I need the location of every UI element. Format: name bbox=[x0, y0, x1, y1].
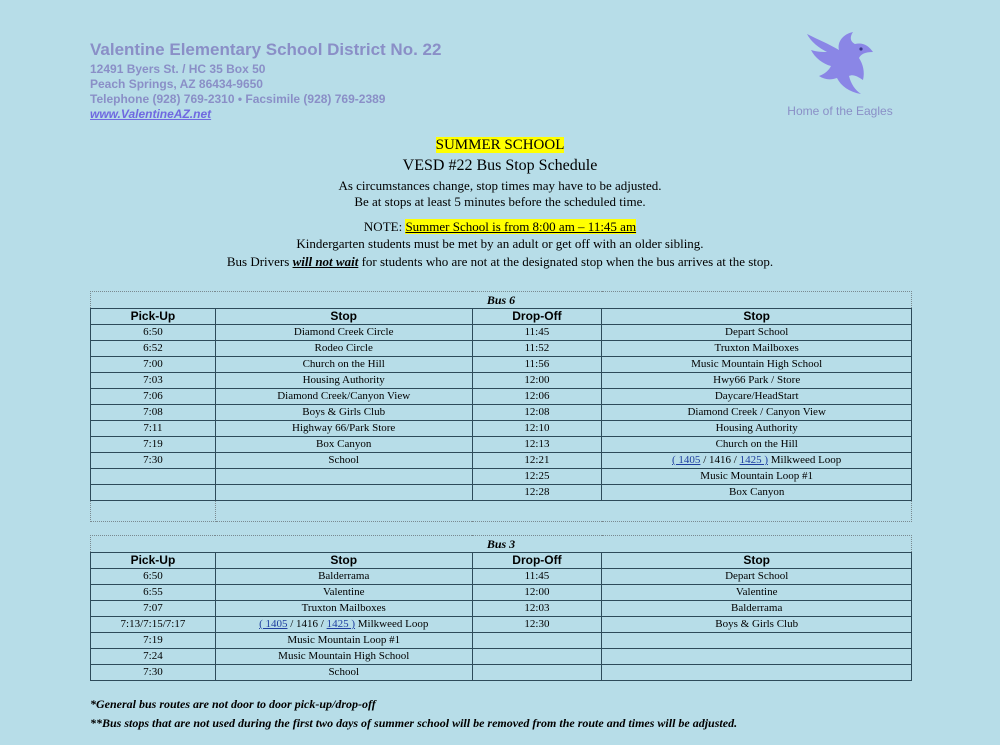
pickup-time: 7:24 bbox=[91, 649, 216, 665]
pickup-time: 7:00 bbox=[91, 357, 216, 373]
spacer bbox=[91, 501, 216, 522]
kinder-note: Kindergarten students must be met by an adult or get off with an older sibling. bbox=[296, 236, 704, 251]
pickup-time bbox=[91, 485, 216, 501]
dropoff-time: 12:08 bbox=[472, 405, 602, 421]
table-row bbox=[91, 585, 912, 601]
dropoff-time bbox=[472, 633, 602, 649]
dropoff-time: 12:28 bbox=[472, 485, 602, 501]
header-stop: Stop bbox=[215, 553, 472, 569]
pickup-time: 7:30 bbox=[91, 665, 216, 681]
table-row bbox=[91, 633, 912, 649]
dropoff-time: 12:00 bbox=[472, 373, 602, 389]
adjust-note: As circumstances change, stop times may have to be adjusted. bbox=[338, 178, 662, 193]
table-row bbox=[91, 453, 912, 469]
website-link[interactable]: www.ValentineAZ.net bbox=[90, 107, 212, 121]
drivers-note: Bus Drivers will not wait for students who are not at the designated stop when the bus arrives at the stop. bbox=[226, 254, 774, 269]
milkweed-address-1425: 1425 ) bbox=[326, 618, 356, 630]
dropoff-stop: Music Mountain Loop #1 bbox=[602, 469, 912, 485]
district-name: Valentine Elementary School District No. 22 bbox=[90, 40, 442, 59]
dropoff-stop bbox=[602, 665, 912, 681]
pickup-stop bbox=[215, 469, 472, 485]
pickup-time: 6:50 bbox=[91, 569, 216, 585]
dropoff-time: 12:21 bbox=[472, 453, 602, 469]
pickup-time: 7:06 bbox=[91, 389, 216, 405]
table-row bbox=[91, 405, 912, 421]
table-row bbox=[91, 665, 912, 681]
header-stop-2: Stop bbox=[602, 309, 912, 325]
pickup-time: 7:07 bbox=[91, 601, 216, 617]
dropoff-time: 12:25 bbox=[472, 469, 602, 485]
table-row bbox=[91, 325, 912, 341]
pickup-time: 7:13/7:15/7:17 bbox=[91, 617, 216, 633]
pickup-stop bbox=[215, 485, 472, 501]
pickup-stop: Housing Authority bbox=[215, 373, 472, 389]
table-row bbox=[91, 357, 912, 373]
dropoff-stop bbox=[602, 649, 912, 665]
table-row bbox=[91, 569, 912, 585]
motto: Home of the Eagles bbox=[787, 104, 893, 118]
pickup-time: 6:55 bbox=[91, 585, 216, 601]
dropoff-time: 12:10 bbox=[472, 421, 602, 437]
dropoff-stop: Music Mountain High School bbox=[602, 357, 912, 373]
dropoff-stop: Church on the Hill bbox=[602, 437, 912, 453]
dropoff-stop: Valentine bbox=[602, 585, 912, 601]
bus-title: Bus 3 bbox=[91, 536, 912, 553]
table-row bbox=[91, 485, 912, 501]
dropoff-time: 11:56 bbox=[472, 357, 602, 373]
dropoff-stop: Balderrama bbox=[602, 601, 912, 617]
dropoff-time: 12:13 bbox=[472, 437, 602, 453]
dropoff-time: 12:30 bbox=[472, 617, 602, 633]
hours-note: NOTE: Summer School is from 8:00 am – 11:45 am bbox=[363, 219, 637, 234]
header-pickup: Pick-Up bbox=[91, 553, 216, 569]
dropoff-time: 12:06 bbox=[472, 389, 602, 405]
pickup-time: 6:52 bbox=[91, 341, 216, 357]
dropoff-time bbox=[472, 649, 602, 665]
pickup-time: 7:19 bbox=[91, 437, 216, 453]
pickup-time: 7:08 bbox=[91, 405, 216, 421]
dropoff-stop: Truxton Mailboxes bbox=[602, 341, 912, 357]
pickup-time: 7:11 bbox=[91, 421, 216, 437]
pickup-time bbox=[91, 469, 216, 485]
table-row bbox=[91, 373, 912, 389]
dropoff-stop: Diamond Creek / Canyon View bbox=[602, 405, 912, 421]
header-dropoff: Drop-Off bbox=[472, 553, 602, 569]
milkweed-address-1405: ( 1405 bbox=[672, 454, 701, 466]
dropoff-stop: Hwy66 Park / Store bbox=[602, 373, 912, 389]
pickup-stop: Balderrama bbox=[215, 569, 472, 585]
table-row bbox=[91, 389, 912, 405]
pickup-stop: Rodeo Circle bbox=[215, 341, 472, 357]
pickup-stop: Valentine bbox=[215, 585, 472, 601]
pickup-stop: Highway 66/Park Store bbox=[215, 421, 472, 437]
bus-6-table bbox=[90, 291, 912, 522]
bus-3-table bbox=[90, 535, 912, 681]
address-line-1: 12491 Byers St. / HC 35 Box 50 bbox=[90, 62, 266, 76]
dropoff-time: 12:03 bbox=[472, 601, 602, 617]
eagle-icon bbox=[805, 30, 875, 96]
pickup-stop: Music Mountain High School bbox=[215, 649, 472, 665]
pickup-stop: Truxton Mailboxes bbox=[215, 601, 472, 617]
pickup-stop: Music Mountain Loop #1 bbox=[215, 633, 472, 649]
footnote-1: *General bus routes are not door to door pick-up/drop-off bbox=[90, 697, 376, 711]
dropoff-stop: Boys & Girls Club bbox=[602, 617, 912, 633]
dropoff-time bbox=[472, 665, 602, 681]
address-line-2: Peach Springs, AZ 86434-9650 bbox=[90, 77, 263, 91]
pickup-time: 7:03 bbox=[91, 373, 216, 389]
pickup-time: 7:19 bbox=[91, 633, 216, 649]
dropoff-time: 11:52 bbox=[472, 341, 602, 357]
dropoff-time: 11:45 bbox=[472, 325, 602, 341]
header-stop: Stop bbox=[215, 309, 472, 325]
bus-title: Bus 6 bbox=[91, 292, 912, 309]
page-title: SUMMER SCHOOL bbox=[435, 137, 565, 153]
dropoff-stop: Housing Authority bbox=[602, 421, 912, 437]
dropoff-stop bbox=[602, 633, 912, 649]
table-row bbox=[91, 649, 912, 665]
table-row bbox=[91, 437, 912, 453]
table-row bbox=[91, 341, 912, 357]
dropoff-stop: Daycare/HeadStart bbox=[602, 389, 912, 405]
page-subtitle: VESD #22 Bus Stop Schedule bbox=[402, 157, 598, 174]
header-dropoff: Drop-Off bbox=[472, 309, 602, 325]
arrival-note: Be at stops at least 5 minutes before the scheduled time. bbox=[354, 194, 646, 209]
letterhead bbox=[90, 40, 441, 121]
pickup-stop: Boys & Girls Club bbox=[215, 405, 472, 421]
pickup-time: 7:30 bbox=[91, 453, 216, 469]
dropoff-stop: Depart School bbox=[602, 325, 912, 341]
milkweed-address-1405: ( 1405 bbox=[259, 618, 288, 630]
pickup-stop: Diamond Creek Circle bbox=[215, 325, 472, 341]
pickup-stop: Box Canyon bbox=[215, 437, 472, 453]
phone-line: Telephone (928) 769-2310 • Facsimile (928) 769-2389 bbox=[90, 92, 386, 106]
pickup-stop: Church on the Hill bbox=[215, 357, 472, 373]
pickup-stop: Diamond Creek/Canyon View bbox=[215, 389, 472, 405]
dropoff-time: 12:00 bbox=[472, 585, 602, 601]
dropoff-stop: Depart School bbox=[602, 569, 912, 585]
pickup-time: 6:50 bbox=[91, 325, 216, 341]
pickup-stop: School bbox=[215, 453, 472, 469]
pickup-stop: School bbox=[215, 665, 472, 681]
dropoff-time: 11:45 bbox=[472, 569, 602, 585]
table-row bbox=[91, 617, 912, 633]
spacer bbox=[215, 501, 911, 522]
footnote-2: **Bus stops that are not used during the first two days of summer school will be removed from the route and times will be adjusted. bbox=[90, 716, 738, 730]
dropoff-stop: ( 1405 / 1416 / 1425 ) Milkweed Loop bbox=[602, 453, 912, 469]
table-row bbox=[91, 601, 912, 617]
dropoff-stop: Box Canyon bbox=[602, 485, 912, 501]
milkweed-address-1425: 1425 ) bbox=[739, 454, 768, 466]
table-row bbox=[91, 421, 912, 437]
pickup-stop: ( 1405 / 1416 / 1425 ) Milkweed Loop bbox=[215, 617, 472, 633]
header-pickup: Pick-Up bbox=[91, 309, 216, 325]
table-row bbox=[91, 469, 912, 485]
header-stop-2: Stop bbox=[602, 553, 912, 569]
